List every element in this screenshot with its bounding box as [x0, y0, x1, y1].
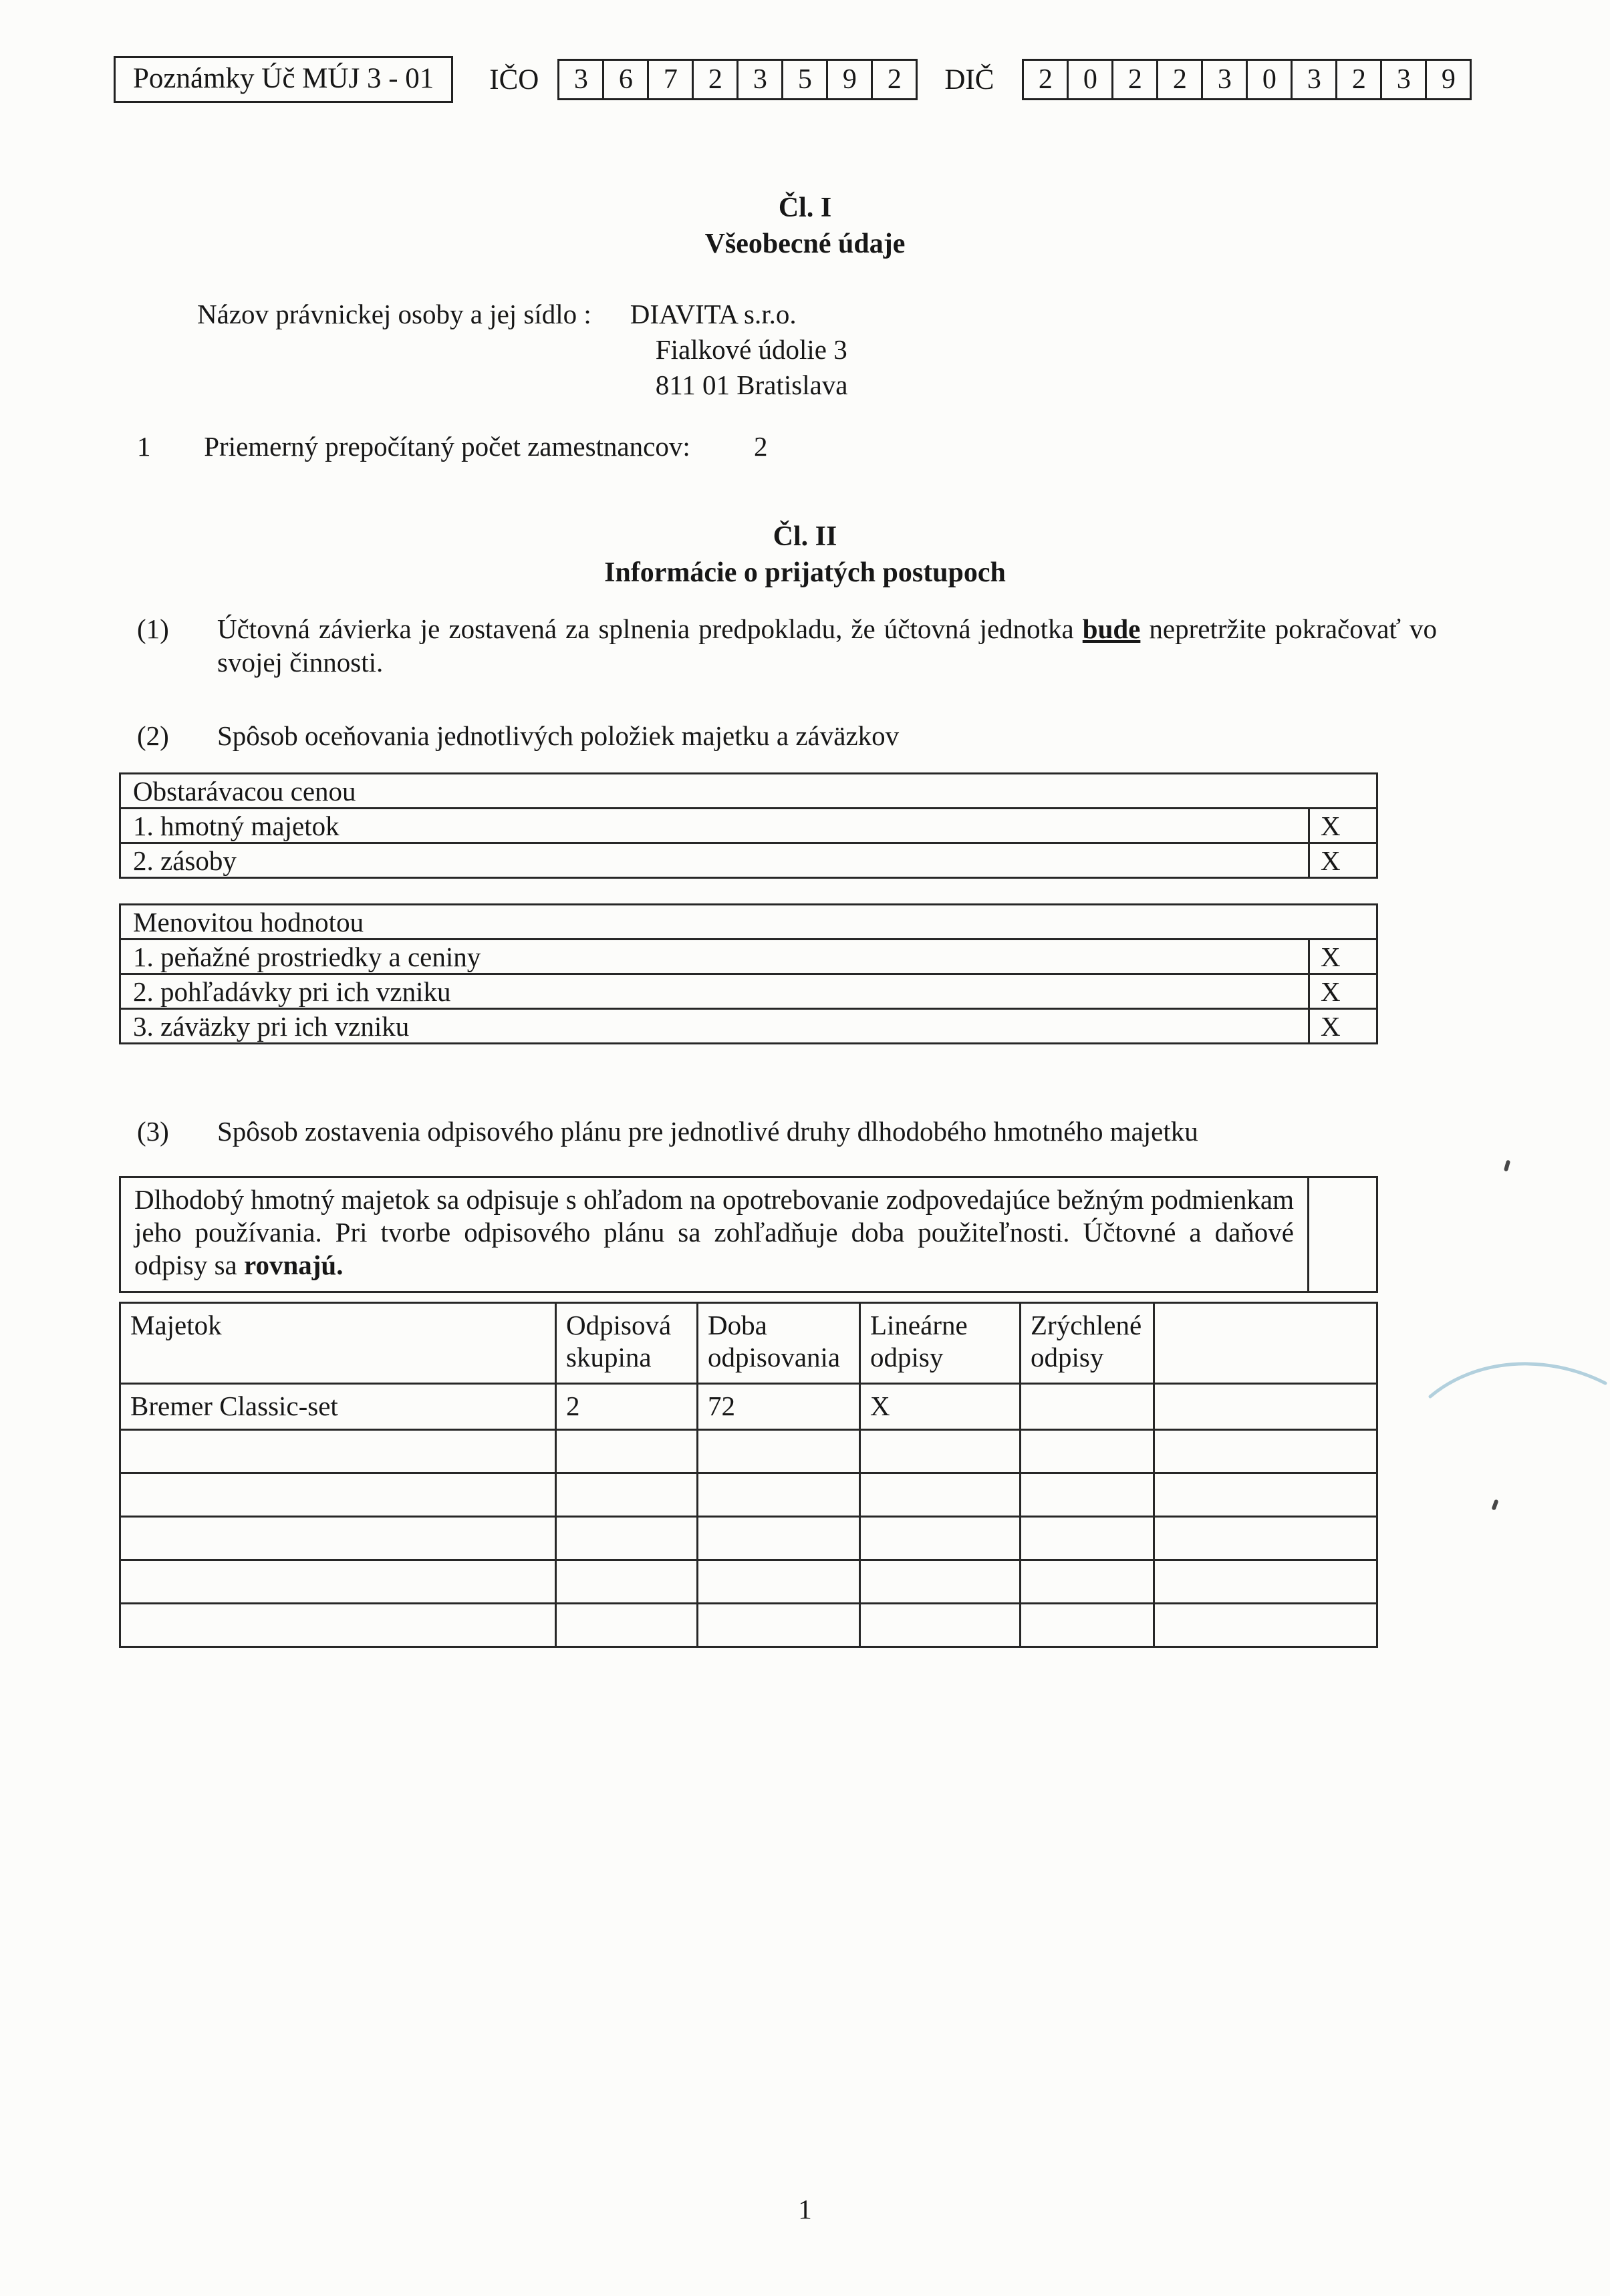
paragraph-3: [137, 1115, 1437, 1148]
employee-count-row: [137, 429, 767, 464]
empty-cell: [696, 1474, 859, 1516]
paragraph-number: (1): [137, 613, 169, 644]
dic-digit: 9: [1425, 59, 1472, 100]
paragraph-number: (2): [137, 720, 169, 751]
depreciation-note-box: [119, 1176, 1378, 1293]
company-name: DIAVITA s.r.o.: [630, 299, 797, 329]
table-row-empty: [121, 1429, 1376, 1472]
empty-cell: [859, 1431, 1019, 1472]
empty-cell: [1019, 1431, 1153, 1472]
paragraph-text: Spôsob oceňovania jednotlivých položiek majetku a záväzkov: [217, 720, 900, 751]
paragraph-text-emphasis: bude: [1082, 613, 1141, 644]
row-label: 1. hmotný majetok: [133, 810, 340, 841]
empty-cell: [121, 1561, 555, 1602]
company-name-label: Názov právnickej osoby a jej sídlo :: [197, 299, 591, 329]
ico-digit: 2: [871, 59, 918, 100]
article2-title: Čl. II: [773, 521, 837, 552]
pen-mark-artifact: [1428, 1344, 1608, 1418]
dic-digit: 3: [1380, 59, 1427, 100]
employee-count-label: Priemerný prepočítaný počet zamestnancov:: [204, 431, 690, 462]
empty-cell: [1019, 1474, 1153, 1516]
company-address: [630, 297, 848, 403]
ico-digit: 3: [557, 59, 604, 100]
valuation-table-nominal: [119, 903, 1378, 1044]
empty-cell: [859, 1561, 1019, 1602]
depreciation-note-text: [121, 1178, 1307, 1291]
empty-cell: [555, 1604, 696, 1646]
paragraph-text: Spôsob zostavenia odpisového plánu pre jednotlivé druhy dlhodobého hmotného majetku: [217, 1116, 1198, 1147]
empty-cell: [555, 1431, 696, 1472]
table-header: Menovitou hodnotou: [133, 906, 364, 938]
paragraph-2: [137, 719, 1437, 752]
valuation-table-acquisition: [119, 772, 1378, 879]
column-header-empty: [1153, 1304, 1376, 1383]
asset-depreciation-table: [119, 1302, 1378, 1648]
column-header-linearne-odpisy: Lineárne odpisy: [859, 1304, 1019, 1383]
table-row: [121, 842, 1376, 877]
empty-cell: [1019, 1518, 1153, 1559]
empty-cell: [696, 1604, 859, 1646]
empty-cell: [859, 1604, 1019, 1646]
table-header-row: [121, 905, 1376, 938]
employee-count-value: 2: [753, 431, 768, 462]
article2-title-block: [0, 519, 1610, 591]
empty-cell: [859, 1474, 1019, 1516]
table-row: [121, 938, 1376, 973]
dic-digit: 2: [1022, 59, 1069, 100]
scan-speck: [1504, 1160, 1510, 1172]
scan-speck: [1491, 1499, 1498, 1510]
row-label: 2. zásoby: [133, 845, 237, 876]
row-mark: X: [1308, 1010, 1376, 1042]
empty-cell: [859, 1518, 1019, 1559]
ico-digit: 2: [692, 59, 739, 100]
empty-cell: [121, 1474, 555, 1516]
note-text-body: Dlhodobý hmotný majetok sa odpisuje s ohľadom na opotrebovanie zodpovedajúce bežným podmienkam jeho používania. Pri tvorbe odpisového plánu sa zohľadňuje doba použiteľnosti. Účtovné a daňové odpisy sa: [134, 1184, 1294, 1280]
article1-title-block: [0, 190, 1610, 262]
paragraph-text: [217, 612, 1437, 679]
paragraph-number: (3): [137, 1116, 169, 1147]
row-label: 3. záväzky pri ich vzniku: [133, 1010, 410, 1042]
dic-digit-boxes: [1022, 59, 1472, 100]
page-number: 1: [798, 2194, 812, 2225]
ico-digit-boxes: [557, 59, 918, 100]
table-row-empty: [121, 1516, 1376, 1559]
item-number: 1: [137, 431, 151, 462]
cell-duration: 72: [696, 1385, 859, 1429]
empty-cell: [1153, 1431, 1376, 1472]
table-row-empty: [121, 1472, 1376, 1516]
table-row-empty: [121, 1559, 1376, 1602]
note-side-cell: [1307, 1178, 1376, 1291]
column-header-majetok: Majetok: [130, 1310, 222, 1340]
row-mark: X: [1308, 844, 1376, 877]
cell-extra: [1153, 1385, 1376, 1429]
cell-linear-mark: X: [859, 1385, 1019, 1429]
ico-label: IČO: [489, 63, 539, 96]
row-label: 1. peňažné prostriedky a ceniny: [133, 941, 481, 972]
empty-cell: [121, 1604, 555, 1646]
table-row: [121, 1383, 1376, 1429]
dic-digit: 0: [1067, 59, 1113, 100]
empty-cell: [555, 1561, 696, 1602]
row-mark: X: [1308, 940, 1376, 973]
row-mark: X: [1308, 809, 1376, 842]
note-text-emphasis: rovnajú.: [244, 1250, 344, 1280]
dic-label: DIČ: [944, 63, 994, 96]
table-header-row: [121, 774, 1376, 807]
article1-title: Čl. I: [778, 192, 832, 223]
empty-cell: [1153, 1561, 1376, 1602]
ico-digit: 9: [826, 59, 873, 100]
column-header-doba-odpisovania: Doba odpisovania: [696, 1304, 859, 1383]
cell-group: 2: [555, 1385, 696, 1429]
ico-digit: 5: [781, 59, 828, 100]
table-row-empty: [121, 1602, 1376, 1646]
column-header-zrychlene-odpisy: Zrýchlené odpisy: [1019, 1304, 1153, 1383]
company-name-block: [197, 297, 848, 403]
ico-digit: 6: [602, 59, 649, 100]
table-row: [121, 1008, 1376, 1042]
empty-cell: [1153, 1604, 1376, 1646]
empty-cell: [1019, 1604, 1153, 1646]
paragraph-text-before: Účtovná závierka je zostavená za splnenia predpokladu, že účtovná jednotka: [217, 613, 1083, 644]
empty-cell: [1019, 1561, 1153, 1602]
form-code: Poznámky Úč MÚJ 3 - 01: [133, 63, 434, 94]
ico-digit: 3: [736, 59, 783, 100]
dic-digit: 3: [1201, 59, 1248, 100]
form-code-box: [114, 56, 453, 103]
empty-cell: [555, 1518, 696, 1559]
article2-subtitle: Informácie o prijatých postupoch: [604, 557, 1006, 588]
company-city: 811 01 Bratislava: [655, 370, 848, 400]
dic-digit: 2: [1111, 59, 1158, 100]
empty-cell: [696, 1561, 859, 1602]
company-street: Fialkové údolie 3: [655, 334, 847, 365]
empty-cell: [1153, 1474, 1376, 1516]
table-row: [121, 807, 1376, 842]
cell-accelerated-mark: [1019, 1385, 1153, 1429]
form-header: [114, 56, 1472, 103]
paragraph-1: [137, 612, 1437, 679]
article1-subtitle: Všeobecné údaje: [704, 229, 906, 259]
column-header-odpisova-skupina: Odpisová skupina: [555, 1304, 696, 1383]
empty-cell: [121, 1431, 555, 1472]
dic-digit: 2: [1156, 59, 1203, 100]
empty-cell: [1153, 1518, 1376, 1559]
cell-asset-name: Bremer Classic-set: [130, 1391, 338, 1421]
dic-digit: 3: [1291, 59, 1337, 100]
dic-digit: 0: [1246, 59, 1293, 100]
table-row: [121, 973, 1376, 1008]
row-mark: X: [1308, 975, 1376, 1008]
row-label: 2. pohľadávky pri ich vzniku: [133, 976, 451, 1007]
empty-cell: [555, 1474, 696, 1516]
table-header-row: [121, 1304, 1376, 1383]
table-header: Obstarávacou cenou: [133, 775, 356, 807]
dic-digit: 2: [1335, 59, 1382, 100]
empty-cell: [696, 1518, 859, 1559]
ico-digit: 7: [647, 59, 694, 100]
empty-cell: [696, 1431, 859, 1472]
paragraph-text-after: nepretržite pokračovať vo svojej činnosti.: [217, 613, 1437, 678]
empty-cell: [121, 1518, 555, 1559]
